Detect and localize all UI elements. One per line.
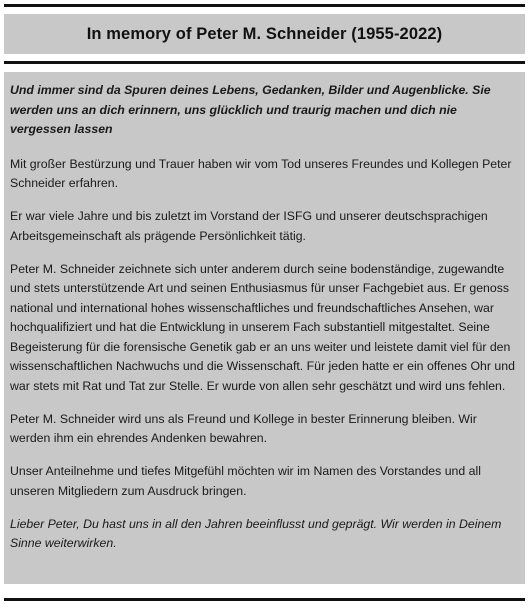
paragraph-tribute: Peter M. Schneider zeichnete sich unter anderem durch seine bodenständige, zugewandte und stets unterstützende Art und seinen Enthusiasmus für unser Fachgebiet aus. Er genoss national und international hohes wissenschaftliches und freundschaftliches Ansehen, war hochqualifiziert und hat die Entwicklung in unserem Fach substantiell mitgestaltet. Seine Begeisterung für die forensische Genetik gab er an uns weiter und leistete damit viel für den wissenschaftlichen Nachwuchs und die Wissenschaft. Für jeden hatte er ein offenes Ohr und war stets mit Rat und Tat zur Stelle. Er wurde von allen sehr geschätzt und wird uns fehlen. bbox=[10, 261, 515, 393]
paragraph-condolences: Unser Anteilnehme und tiefes Mitgefühl möchten wir im Namen des Vorstandes und all unseren Mitgliedern zum Ausdruck bringen. bbox=[10, 464, 481, 498]
top-rule bbox=[4, 4, 525, 7]
page-title: In memory of Peter M. Schneider (1955-2022) bbox=[86, 24, 443, 43]
paragraph-announcement: Mit großer Bestürzung und Trauer haben wir vom Tod unseres Freundes und Kollegen Peter Schneider erfahren. bbox=[10, 156, 512, 190]
bottom-rule bbox=[4, 598, 525, 601]
title-divider-rule bbox=[4, 61, 525, 64]
memorial-motto: Und immer sind da Spuren deines Lebens, Gedanken, Bilder und Augenblicke. Sie werden uns an dich erinnern, uns glücklich und traurig machen und dich nie vergessen lassen bbox=[10, 83, 491, 136]
title-banner bbox=[4, 14, 525, 54]
paragraph-remembrance: Peter M. Schneider wird uns als Freund und Kollege in bester Erinnerung bleiben. Wir werden ihm ein ehrendes Andenken bewahren. bbox=[10, 411, 477, 445]
closing-farewell: Lieber Peter, Du hast uns in all den Jahren beeinflusst und geprägt. Wir werden in Deinem Sinne weiterwirken. bbox=[10, 516, 502, 550]
paragraph-board-role: Er war viele Jahre und bis zuletzt im Vorstand der ISFG und unserer deutschsprachigen Arbeitsgemeinschaft als prägende Persönlichkeit tätig. bbox=[10, 209, 488, 243]
memorial-text-panel bbox=[4, 72, 525, 584]
